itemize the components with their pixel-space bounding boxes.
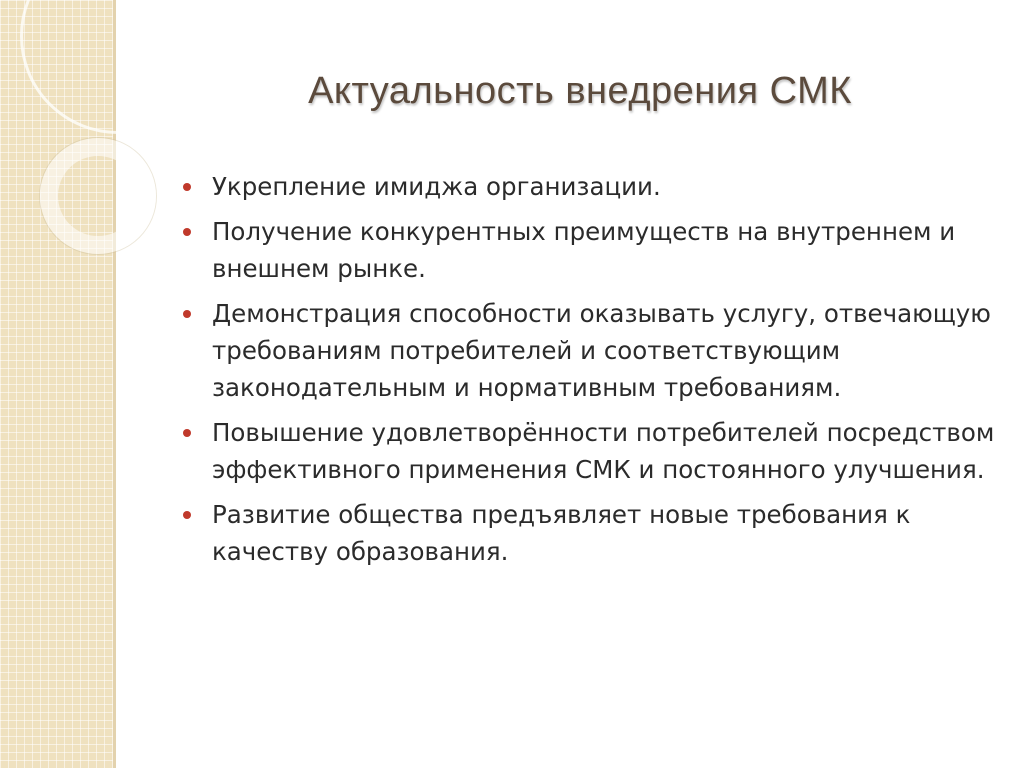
bullet-item: [178, 295, 998, 406]
decorative-ring-small: [40, 138, 156, 254]
bullet-item: [178, 414, 998, 488]
bullet-text: Получение конкурентных преимуществ на внутреннем и внешнем рынке.: [212, 217, 956, 283]
bullet-text: Демонстрация способности оказывать услугу, отвечающую требованиям потребителей и соответствующим законодательным и нормативным требованиям.: [212, 299, 991, 402]
bullet-text: Укрепление имиджа организации.: [212, 172, 661, 201]
bullet-item: [178, 168, 998, 205]
bullet-dot-icon: [183, 310, 191, 318]
bullet-item: [178, 213, 998, 287]
bullet-dot-icon: [183, 511, 191, 519]
bullet-text: Развитие общества предъявляет новые требования к качеству образования.: [212, 500, 911, 566]
bullet-dot-icon: [183, 429, 191, 437]
bullet-text: Повышение удовлетворённости потребителей посредством эффективного применения СМК и постоянного улучшения.: [212, 418, 995, 484]
bullet-dot-icon: [183, 183, 191, 191]
slide-title: Актуальность внедрения СМК: [308, 70, 852, 112]
bullet-dot-icon: [183, 228, 191, 236]
bullet-item: [178, 496, 998, 570]
bullet-list: [178, 168, 998, 578]
